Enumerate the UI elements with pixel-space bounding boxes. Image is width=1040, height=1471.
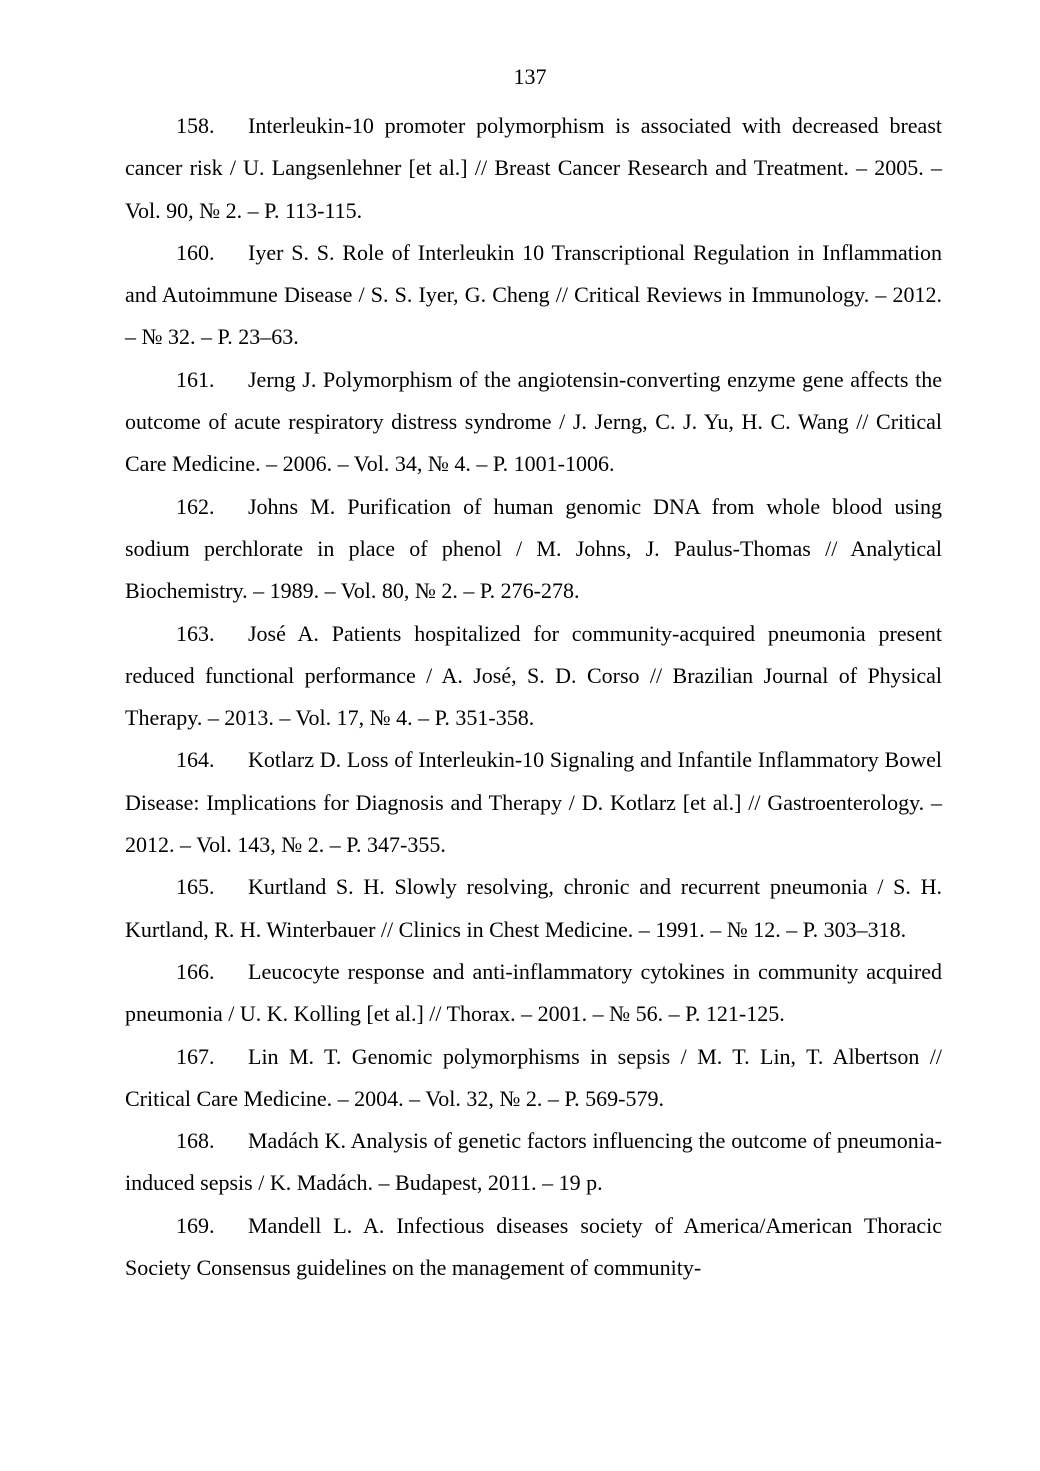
reference-number: 164. xyxy=(176,747,215,773)
reference-number: 165. xyxy=(176,874,215,900)
reference-number: 158. xyxy=(176,113,215,138)
reference-text: Iyer S. S. Role of Interleukin 10 Transcriptional Regulation in Inflammation and Autoimmune Disease / S. S. Iyer, G. Cheng // Critical Reviews in Immunology. – 2012. – № 32. – P. 23–63. xyxy=(125,239,942,350)
reference-text: Madách K. Analysis of genetic factors influencing the outcome of pneumonia-induced sepsis / K. Madách. – Budapest, 2011. – 19 p. xyxy=(125,1128,942,1196)
reference-number: 163. xyxy=(176,620,215,646)
reference-text: Interleukin-10 promoter polymorphism is associated with decreased breast cancer risk / U. Langsenlehner [et al.] // Breast Cancer Research and Treatment. – 2005. – Vol. 90, № 2. – P. 113-115. xyxy=(125,113,942,223)
reference-item xyxy=(125,739,942,866)
page-number: 137 xyxy=(513,64,547,89)
reference-item xyxy=(125,359,942,486)
reference-item xyxy=(125,613,942,740)
reference-number: 168. xyxy=(176,1128,215,1154)
reference-item xyxy=(125,1205,942,1290)
reference-text: Leucocyte response and anti-inflammatory cytokines in community acquired pneumonia / U. K. Kolling [et al.] // Thorax. – 2001. – № 56. – P. 121-125. xyxy=(125,958,942,1027)
reference-number: 167. xyxy=(176,1043,215,1069)
reference-item xyxy=(125,105,942,232)
reference-item xyxy=(125,1120,942,1205)
reference-number: 160. xyxy=(176,239,215,265)
reference-number: 161. xyxy=(176,366,215,392)
reference-item xyxy=(125,486,942,613)
reference-text: Jerng J. Polymorphism of the angiotensin-converting enzyme gene affects the outcome of acute respiratory distress syndrome / J. Jerng, C. J. Yu, H. C. Wang // Critical Care Medicine. – 2006. – Vol. 34, № 4. – P. 1001-1006. xyxy=(125,366,942,477)
reference-list xyxy=(125,105,942,1289)
reference-text: Kurtland S. H. Slowly resolving, chronic and recurrent pneumonia / S. H. Kurtland, R. H. Winterbauer // Clinics in Chest Medicine. – 1991. – № 12. – P. 303–318. xyxy=(125,874,942,942)
reference-number: 169. xyxy=(176,1212,215,1238)
reference-number: 162. xyxy=(176,493,215,519)
reference-number: 166. xyxy=(176,958,215,984)
reference-item xyxy=(125,232,942,359)
reference-item xyxy=(125,1036,942,1121)
reference-text: Mandell L. A. Infectious diseases society of America/American Thoracic Society Consensus guidelines on the management of community- xyxy=(125,1212,942,1281)
reference-item xyxy=(125,866,942,951)
reference-item xyxy=(125,951,942,1036)
reference-text: Kotlarz D. Loss of Interleukin-10 Signaling and Infantile Inflammatory Bowel Disease: Implications for Diagnosis and Therapy / D. Kotlarz [et al.] // Gastroenterology. – 2012. – Vol. 143, № 2. – P. 347-355. xyxy=(125,747,942,858)
reference-text: José A. Patients hospitalized for community-acquired pneumonia present reduced functional performance / A. José, S. D. Corso // Brazilian Journal of Physical Therapy. – 2013. – Vol. 17, № 4. – P. 351-358. xyxy=(125,620,942,731)
reference-text: Johns M. Purification of human genomic DNA from whole blood using sodium perchlorate in place of phenol / M. Johns, J. Paulus-Thomas // Analytical Biochemistry. – 1989. – Vol. 80, № 2. – P. 276-278. xyxy=(125,493,942,604)
reference-text: Lin M. T. Genomic polymorphisms in sepsis / M. T. Lin, T. Albertson // Critical Care Medicine. – 2004. – Vol. 32, № 2. – P. 569-579. xyxy=(125,1043,942,1111)
